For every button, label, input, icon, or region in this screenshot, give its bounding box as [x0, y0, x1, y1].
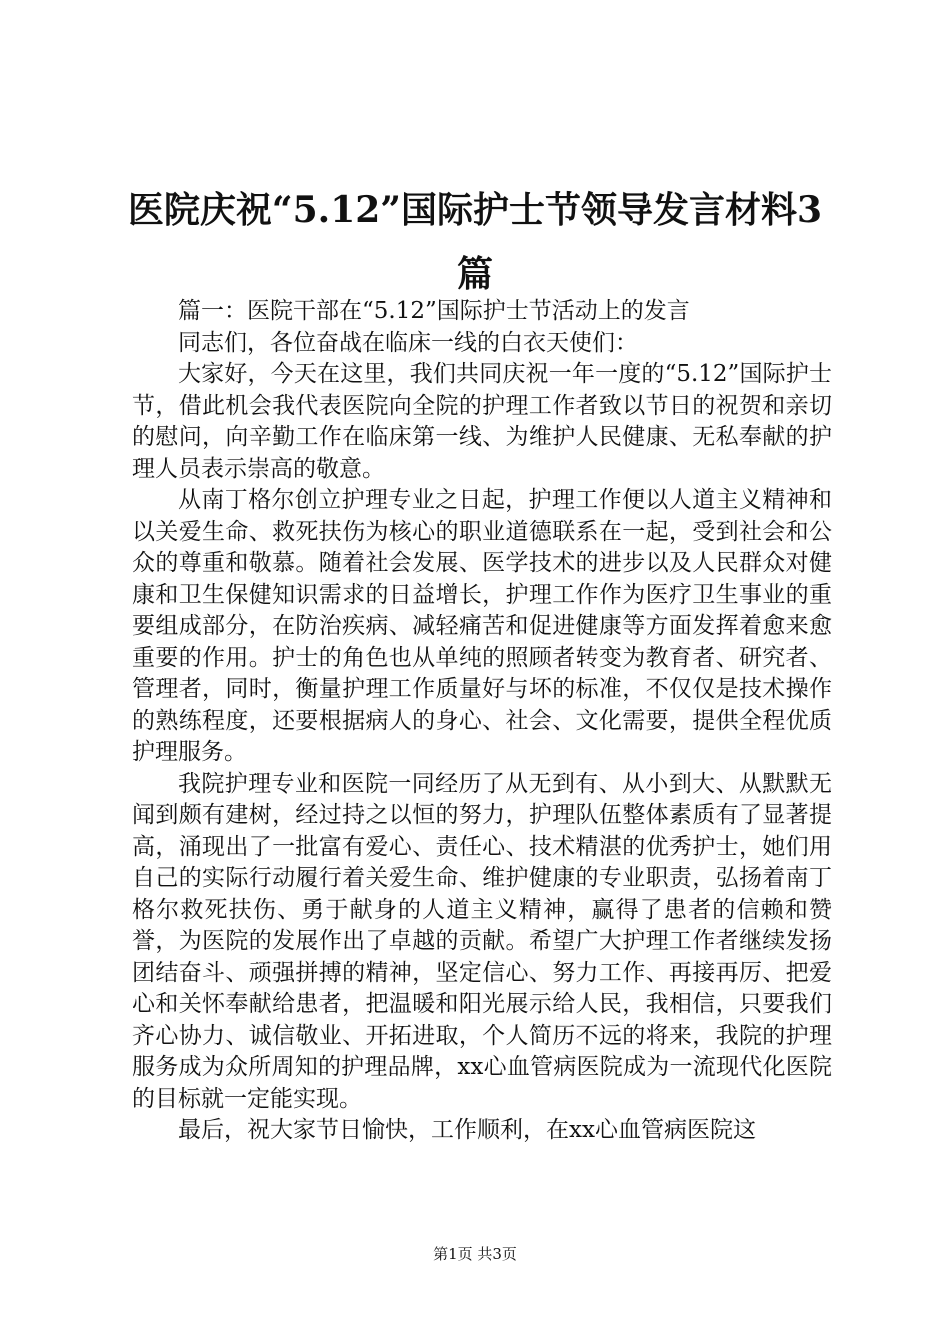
document-title: 医院庆祝“5.12”国际护士节领导发言材料3篇 — [127, 189, 823, 295]
body-paragraph: 大家好，今天在这里，我们共同庆祝一年一度的“5.12”国际护士节，借此机会我代表医院向全院的护理工作者致以节日的祝贺和亲切的慰问，向辛勤工作在临床第一线、为维护人民健康、无私奉献的护理人员表示崇高的敬意。 — [132, 361, 832, 482]
body-paragraph: 从南丁格尔创立护理专业之日起，护理工作便以人道主义精神和以关爱生命、救死扶伤为核心的职业道德联系在一起，受到社会和公众的尊重和敬慕。随着社会发展、医学技术的进步以及人民群众对健康和卫生保健知识需求的日益增长，护理工作作为医疗卫生事业的重要组成部分，在防治疾病、减轻痛苦和促进健康等方面发挥着愈来愈重要的作用。护士的角色也从单纯的照顾者转变为教育者、研究者、管理者，同时，衡量护理工作质量好与坏的标准，不仅仅是技术操作的熟练程度，还要根据病人的身心、社会、文化需要，提供全程优质护理服务。 — [132, 487, 832, 765]
page-footer: 第1页 共3页 — [433, 1245, 517, 1263]
body-paragraph: 我院护理专业和医院一同经历了从无到有、从小到大、从默默无闻到颇有建树，经过持之以恒的努力，护理队伍整体素质有了显著提高，涌现出了一批富有爱心、责任心、技术精湛的优秀护士，她们用自己的实际行动履行着关爱生命、维护健康的专业职责，弘扬着南丁格尔救死扶伤、勇于献身的人道主义精神，赢得了患者的信赖和赞誉，为医院的发展作出了卓越的贡献。希望广大护理工作者继续发扬团结奋斗、顽强拼搏的精神，坚定信心、努力工作、再接再厉、把爱心和关怀奉献给患者，把温暖和阳光展示给人民，我相信，只要我们齐心协力、诚信敬业、开拓进取，个人简历不远的将来，我院的护理服务成为众所周知的护理品牌，xx心血管病医院成为一流现代化医院的目标就一定能实现。 — [132, 770, 832, 1112]
section-heading: 篇一：医院干部在“5.12”国际护士节活动上的发言 — [178, 298, 690, 324]
body-paragraph: 最后，祝大家节日愉快，工作顺利，在xx心血管病医院这 — [178, 1117, 756, 1143]
document-body — [132, 296, 832, 1147]
salutation: 同志们，各位奋战在临床一线的白衣天使们： — [178, 329, 638, 356]
